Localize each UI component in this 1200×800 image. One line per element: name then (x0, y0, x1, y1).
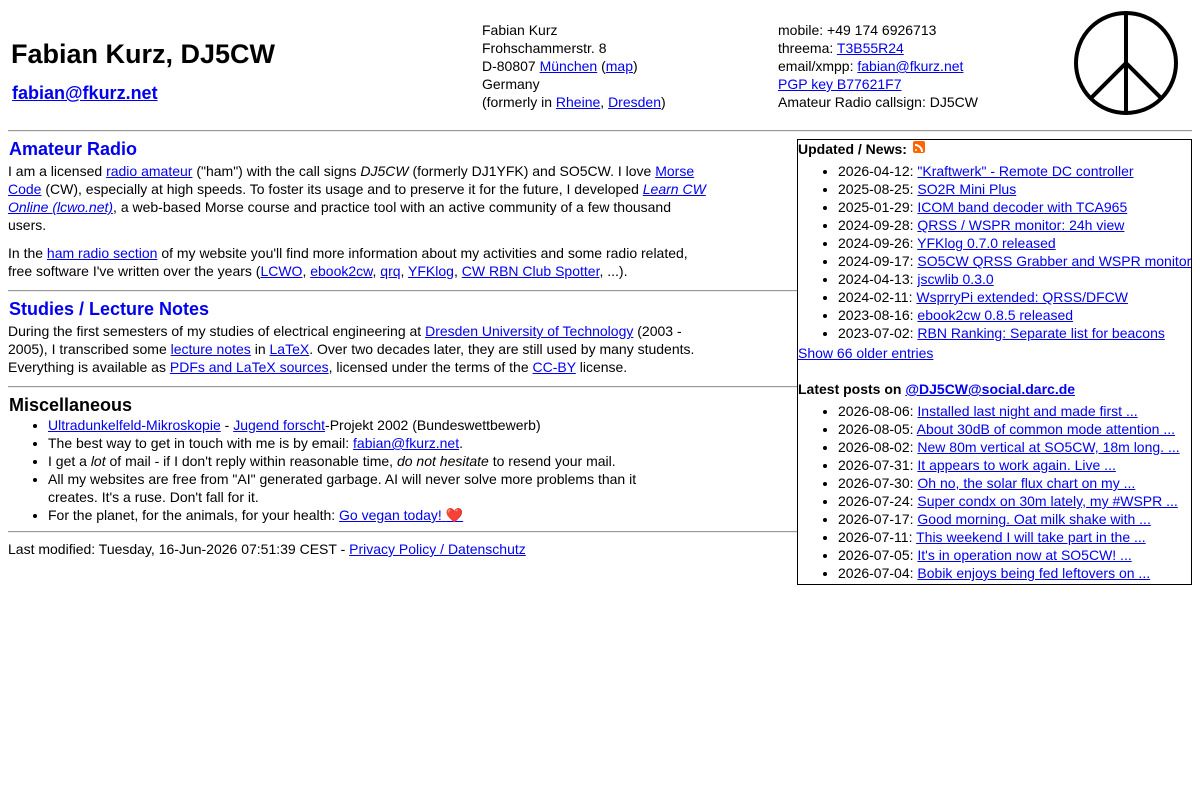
text: ("ham") with the call signs (196, 163, 357, 179)
entry-link[interactable]: It appears to work again. Live ... (917, 457, 1116, 473)
ham-paragraph-2: In the ham radio section of my website you'll find more information about my activities and some radio related, free software I've written over the years (LCWO, ebook2cw, qrq, YFKlog, CW RBN Club Spotter, ...). (8, 245, 688, 279)
ebook2cw-link[interactable]: ebook2cw (310, 263, 373, 279)
text: I am a licensed (8, 163, 103, 179)
text: to resend your mail. (492, 453, 616, 469)
entry-link[interactable]: SO5CW QRSS Grabber and WSPR monitor (917, 253, 1192, 269)
lecture-notes-link[interactable]: lecture notes (170, 341, 251, 357)
pgp-key-link[interactable]: PGP key B77621F7 (778, 76, 902, 92)
divider (8, 531, 797, 533)
ham-paragraph-1 (8, 162, 708, 234)
heart-icon: ❤️ (445, 507, 464, 523)
entry-link[interactable]: jscwlib 0.3.0 (917, 271, 994, 287)
list-item (838, 270, 1192, 288)
header-email-link[interactable]: fabian@fkurz.net (12, 83, 158, 103)
text: I get a (48, 453, 87, 469)
entry-link[interactable]: Installed last night and made first ... (917, 403, 1138, 419)
entry-date: 2024-09-17: (838, 253, 914, 269)
entry-date: 2025-01-29: (838, 199, 914, 215)
entry-link[interactable]: About 30dB of common mode attention ... (916, 421, 1176, 437)
entry-date: 2026-08-02: (838, 439, 914, 455)
list-item (838, 510, 1192, 528)
text: , a web-based Morse course and practice tool with an active community of a few thousand users. (8, 199, 672, 233)
list-item (838, 528, 1192, 546)
callsign-line: Amateur Radio callsign: DJ5CW (778, 94, 978, 110)
address-city-line: D-80807 München (map) (482, 58, 638, 74)
list-item (838, 306, 1192, 324)
entry-date: 2026-07-31: (838, 457, 914, 473)
latex-link[interactable]: LaTeX (269, 341, 310, 357)
entry-date: 2026-07-24: (838, 493, 914, 509)
lcwo-link-text: Learn CW Online (lcwo.net) (8, 181, 706, 215)
list-item (838, 546, 1192, 564)
text: lot (90, 453, 106, 469)
text: In the (8, 245, 44, 261)
news-title-text: Updated / News: (798, 141, 907, 157)
news-list (798, 162, 1192, 342)
entry-date: 2026-07-04: (838, 565, 914, 581)
text: in (254, 341, 266, 357)
map-link[interactable]: map (605, 58, 633, 74)
entry-link[interactable]: WsprryPi extended: QRSS/DFCW (916, 289, 1128, 305)
callsign-text: DJ5CW (360, 163, 409, 179)
entry-link[interactable]: "Kraftwerk" - Remote DC controller (917, 163, 1134, 179)
entry-date: 2023-08-16: (838, 307, 914, 323)
list-item (838, 492, 1192, 510)
entry-link[interactable]: ICOM band decoder with TCA965 (917, 199, 1128, 215)
text: of my website you'll find more information about my activities and some radio related, free software I've written over the years ( (8, 245, 688, 279)
section-title-studies[interactable]: Studies / Lecture Notes (9, 299, 210, 319)
list-item (838, 252, 1192, 270)
posts-title-text: Latest posts on (798, 381, 902, 397)
entry-link[interactable]: ebook2cw 0.8.5 released (917, 307, 1074, 323)
text: , ...). (599, 263, 628, 279)
entry-date: 2024-09-26: (838, 235, 914, 251)
morse-code-link[interactable]: Morse Code (8, 163, 695, 197)
list-item (838, 564, 1192, 582)
qrq-link[interactable]: qrq (380, 263, 401, 279)
formerly-prefix: (formerly in (482, 94, 553, 110)
rss-feed-icon[interactable] (913, 141, 925, 153)
section-title-misc: Miscellaneous (9, 395, 133, 415)
vegan-link[interactable] (339, 507, 463, 523)
entry-link[interactable]: New 80m vertical at SO5CW, 18m long. ... (917, 439, 1180, 455)
text: do not hesitate (396, 453, 489, 469)
list-item (48, 452, 708, 470)
contact-info (778, 21, 1058, 111)
jugend-forscht-link[interactable]: Jugend forscht (233, 417, 326, 433)
entry-date: 2024-02-11: (838, 289, 913, 305)
privacy-policy-link[interactable]: Privacy Policy / Datenschutz (349, 541, 526, 557)
ham-section-link[interactable]: ham radio section (46, 245, 158, 261)
text: During the first semesters of my studies of electrical engineering at (8, 323, 422, 339)
text: For the planet, for the animals, for your health: (48, 507, 336, 523)
list-item (838, 198, 1192, 216)
misc-list (8, 416, 708, 524)
entry-date: 2024-09-28: (838, 217, 914, 233)
text: (2003 - 2005), I transcribed some (8, 323, 682, 357)
text: . (459, 435, 463, 451)
entry-date: 2026-07-30: (838, 475, 914, 491)
entry-link[interactable]: It's in operation now at SO5CW! ... (917, 547, 1132, 563)
address-postal: D-80807 (482, 58, 536, 74)
text: license. (579, 359, 628, 375)
email-xmpp-label: email/xmpp: (778, 58, 854, 74)
page-header (0, 0, 1200, 130)
vegan-link-text: Go vegan today! (339, 507, 442, 523)
mastodon-handle-link[interactable]: @DJ5CW@social.darc.de (905, 381, 1076, 397)
list-item (838, 438, 1192, 456)
list-item (838, 288, 1192, 306)
entry-link[interactable]: YFKlog 0.7.0 released (917, 235, 1056, 251)
address-formerly: (formerly in Rheine, Dresden) (482, 94, 666, 110)
list-item (838, 216, 1192, 234)
footer (8, 540, 526, 558)
entry-date: 2023-07-02: (838, 325, 914, 341)
entry-link[interactable]: Good morning. Oat milk shake with ... (917, 511, 1151, 527)
email-xmpp-link[interactable]: fabian@fkurz.net (857, 58, 964, 74)
threema-link[interactable]: T3B55R24 (836, 40, 904, 56)
text: - (220, 417, 234, 433)
page-title: Fabian Kurz, DJ5CW (11, 39, 276, 69)
entry-link[interactable]: QRSS / WSPR monitor: 24h view (917, 217, 1125, 233)
news-sidebar (797, 139, 1192, 585)
studies-paragraph (8, 322, 708, 376)
entry-link[interactable]: SO2R Mini Plus (917, 181, 1017, 197)
peace-sign-icon (1071, 8, 1181, 118)
text: The best way to get in touch with me is by email: (48, 435, 350, 451)
text: -Projekt 2002 (Bundeswettbewerb) (325, 417, 541, 433)
text: (formerly DJ1YFK) and SO5CW. I love (412, 163, 652, 179)
entry-link[interactable]: Oh no, the solar flux chart on my ... (917, 475, 1136, 491)
yfklog-link[interactable]: YFKlog (408, 263, 454, 279)
divider (8, 290, 797, 292)
pdfs-sources-link[interactable]: PDFs and LaTeX sources (169, 359, 329, 375)
list-item (838, 234, 1192, 252)
list-item (838, 456, 1192, 474)
entry-date: 2026-07-05: (838, 547, 914, 563)
divider (8, 130, 1192, 132)
list-item (838, 162, 1192, 180)
address-country: Germany (482, 76, 540, 92)
list-item (838, 402, 1192, 420)
list-item (48, 506, 708, 524)
entry-date: 2026-07-11: (838, 529, 913, 545)
posts-title (798, 380, 1075, 398)
threema-line (778, 39, 1058, 57)
section-title-amateur-radio[interactable]: Amateur Radio (9, 139, 138, 159)
show-older-entries-link[interactable]: Show 66 older entries (798, 345, 934, 361)
entry-date: 2026-08-05: (838, 421, 914, 437)
text: . Over two decades later, they are still used by many students. Everything is available as (8, 341, 695, 375)
mobile-number: mobile: +49 174 6926713 (778, 22, 937, 38)
radio-amateur-link[interactable]: radio amateur (106, 163, 193, 179)
rbn-spotter-link[interactable]: CW RBN Club Spotter (461, 263, 600, 279)
list-item (48, 416, 708, 434)
postal-address (482, 21, 762, 111)
text: of mail - if I don't reply within reasonable time, (109, 453, 394, 469)
microscopy-link[interactable]: Ultradunkelfeld-Mikroskopie (48, 417, 221, 433)
divider (8, 386, 797, 388)
dresden-link[interactable]: Dresden (608, 94, 661, 110)
text: , licensed under the terms of the (328, 359, 529, 375)
list-item: • All my websites are free from "AI" generated garbage. AI will never solve more problems than it creates. It's a ruse. Don't fall for it. (48, 470, 648, 506)
tu-dresden-link[interactable]: Dresden University of Technology (425, 323, 634, 339)
email-xmpp-line (778, 57, 1058, 75)
entry-link[interactable]: Super condx on 30m lately, my #WSPR ... (917, 493, 1178, 509)
entry-date: 2026-07-17: (838, 511, 914, 527)
entry-date: 2026-08-06: (838, 403, 914, 419)
text: (CW), especially at high speeds. To foster its usage and to preserve it for the future, I developed (45, 181, 639, 197)
cc-by-link[interactable]: CC-BY (532, 359, 576, 375)
news-title (798, 140, 925, 158)
lcwo-software-link[interactable]: LCWO (260, 263, 303, 279)
entry-link[interactable]: This weekend I will take part in the ... (916, 529, 1146, 545)
entry-link[interactable]: Bobik enjoys being fed leftovers on ... (917, 565, 1151, 581)
address-name: Fabian Kurz (482, 22, 558, 38)
list-item (838, 474, 1192, 492)
city-link[interactable]: München (539, 58, 598, 74)
posts-list (798, 402, 1192, 582)
last-modified: Last modified: Tuesday, 16-Jun-2026 07:51:39 CEST - (8, 541, 346, 557)
threema-label: threema: (778, 40, 834, 56)
list-item (838, 180, 1192, 198)
entry-date: 2025-08-25: (838, 181, 914, 197)
list-item (48, 434, 708, 452)
contact-email-link[interactable]: fabian@fkurz.net (353, 435, 460, 451)
rheine-link[interactable]: Rheine (555, 94, 601, 110)
entry-date: 2026-04-12: (838, 163, 914, 179)
entry-date: 2024-04-13: (838, 271, 914, 287)
entry-link[interactable]: RBN Ranking: Separate list for beacons (917, 325, 1165, 341)
list-item (838, 420, 1192, 438)
list-item (838, 324, 1192, 342)
address-street: Frohschammerstr. 8 (482, 40, 607, 56)
